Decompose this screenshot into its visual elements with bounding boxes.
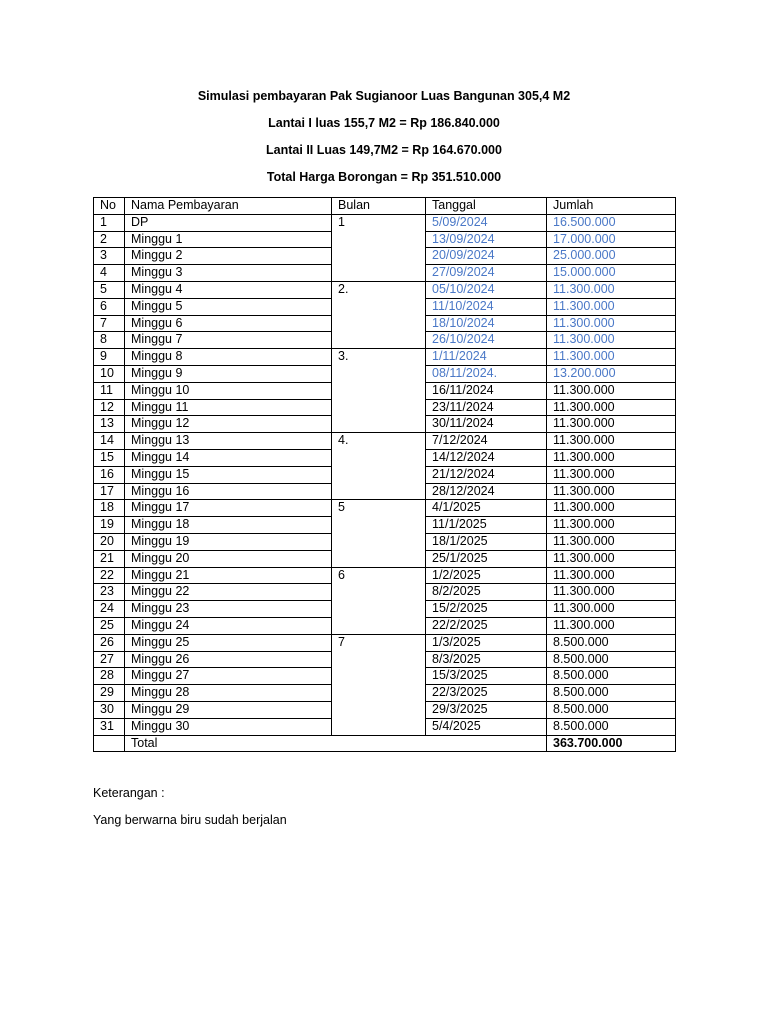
row-jumlah: 11.300.000 xyxy=(547,533,676,550)
row-jumlah: 11.300.000 xyxy=(547,617,676,634)
row-bulan xyxy=(332,298,426,315)
row-tanggal: 08/11/2024. xyxy=(426,365,547,382)
row-nama: Minggu 24 xyxy=(125,617,332,634)
row-bulan xyxy=(332,617,426,634)
row-tanggal: 13/09/2024 xyxy=(426,231,547,248)
table-header-row xyxy=(94,198,676,215)
table-row xyxy=(94,349,676,366)
row-bulan xyxy=(332,449,426,466)
row-jumlah: 11.300.000 xyxy=(547,281,676,298)
row-no: 19 xyxy=(94,517,125,534)
row-jumlah: 8.500.000 xyxy=(547,668,676,685)
row-no: 22 xyxy=(94,567,125,584)
notes-heading: Keterangan : xyxy=(93,786,165,800)
row-jumlah: 15.000.000 xyxy=(547,265,676,282)
row-nama: Minggu 22 xyxy=(125,584,332,601)
row-nama: DP xyxy=(125,214,332,231)
row-bulan xyxy=(332,550,426,567)
row-jumlah: 8.500.000 xyxy=(547,685,676,702)
row-jumlah: 8.500.000 xyxy=(547,701,676,718)
row-jumlah: 25.000.000 xyxy=(547,248,676,265)
row-tanggal: 22/2/2025 xyxy=(426,617,547,634)
row-jumlah: 16.500.000 xyxy=(547,214,676,231)
row-no: 6 xyxy=(94,298,125,315)
row-jumlah: 11.300.000 xyxy=(547,466,676,483)
total-no-cell xyxy=(94,735,125,752)
row-nama: Minggu 28 xyxy=(125,685,332,702)
row-jumlah: 11.300.000 xyxy=(547,382,676,399)
table-row xyxy=(94,298,676,315)
table-row xyxy=(94,651,676,668)
row-no: 14 xyxy=(94,433,125,450)
row-tanggal: 8/2/2025 xyxy=(426,584,547,601)
row-bulan xyxy=(332,416,426,433)
row-no: 5 xyxy=(94,281,125,298)
row-jumlah: 11.300.000 xyxy=(547,550,676,567)
notes-text: Yang berwarna biru sudah berjalan xyxy=(93,813,287,827)
row-tanggal: 7/12/2024 xyxy=(426,433,547,450)
row-no: 7 xyxy=(94,315,125,332)
row-no: 18 xyxy=(94,500,125,517)
row-nama: Minggu 3 xyxy=(125,265,332,282)
row-nama: Minggu 30 xyxy=(125,718,332,735)
table-body xyxy=(94,214,676,735)
table-row xyxy=(94,281,676,298)
row-tanggal: 1/3/2025 xyxy=(426,634,547,651)
row-bulan: 6 xyxy=(332,567,426,584)
table-row xyxy=(94,685,676,702)
table-row xyxy=(94,332,676,349)
row-nama: Minggu 17 xyxy=(125,500,332,517)
row-jumlah: 17.000.000 xyxy=(547,231,676,248)
row-nama: Minggu 5 xyxy=(125,298,332,315)
row-tanggal: 15/3/2025 xyxy=(426,668,547,685)
row-jumlah: 8.500.000 xyxy=(547,718,676,735)
title-floor-2: Lantai II Luas 149,7M2 = Rp 164.670.000 xyxy=(266,143,502,157)
row-tanggal: 23/11/2024 xyxy=(426,399,547,416)
row-tanggal: 4/1/2025 xyxy=(426,500,547,517)
row-tanggal: 21/12/2024 xyxy=(426,466,547,483)
header-jumlah: Jumlah xyxy=(547,198,676,215)
table-row xyxy=(94,668,676,685)
table-row xyxy=(94,567,676,584)
row-no: 29 xyxy=(94,685,125,702)
table-row xyxy=(94,365,676,382)
row-bulan xyxy=(332,685,426,702)
row-nama: Minggu 18 xyxy=(125,517,332,534)
table-row xyxy=(94,483,676,500)
row-jumlah: 11.300.000 xyxy=(547,449,676,466)
row-tanggal: 30/11/2024 xyxy=(426,416,547,433)
row-jumlah: 11.300.000 xyxy=(547,399,676,416)
row-bulan xyxy=(332,248,426,265)
row-bulan: 7 xyxy=(332,634,426,651)
row-jumlah: 11.300.000 xyxy=(547,517,676,534)
row-jumlah: 11.300.000 xyxy=(547,500,676,517)
row-jumlah: 8.500.000 xyxy=(547,651,676,668)
table-row xyxy=(94,248,676,265)
row-jumlah: 8.500.000 xyxy=(547,634,676,651)
table-row xyxy=(94,231,676,248)
row-bulan: 3. xyxy=(332,349,426,366)
table-row xyxy=(94,634,676,651)
table-row xyxy=(94,550,676,567)
row-jumlah: 11.300.000 xyxy=(547,483,676,500)
row-no: 17 xyxy=(94,483,125,500)
row-nama: Minggu 2 xyxy=(125,248,332,265)
row-no: 3 xyxy=(94,248,125,265)
table-row xyxy=(94,617,676,634)
total-label: Total xyxy=(125,735,332,752)
row-jumlah: 11.300.000 xyxy=(547,315,676,332)
row-nama: Minggu 11 xyxy=(125,399,332,416)
row-tanggal: 22/3/2025 xyxy=(426,685,547,702)
row-no: 30 xyxy=(94,701,125,718)
table-row xyxy=(94,517,676,534)
row-bulan xyxy=(332,265,426,282)
row-bulan xyxy=(332,382,426,399)
row-nama: Minggu 20 xyxy=(125,550,332,567)
row-tanggal: 18/10/2024 xyxy=(426,315,547,332)
total-value: 363.700.000 xyxy=(547,735,676,752)
row-jumlah: 11.300.000 xyxy=(547,601,676,618)
row-no: 24 xyxy=(94,601,125,618)
row-no: 20 xyxy=(94,533,125,550)
row-bulan xyxy=(332,517,426,534)
table-row xyxy=(94,584,676,601)
row-tanggal: 8/3/2025 xyxy=(426,651,547,668)
row-no: 12 xyxy=(94,399,125,416)
row-bulan xyxy=(332,399,426,416)
row-nama: Minggu 13 xyxy=(125,433,332,450)
row-nama: Minggu 23 xyxy=(125,601,332,618)
row-bulan xyxy=(332,533,426,550)
table-row xyxy=(94,214,676,231)
row-bulan xyxy=(332,466,426,483)
row-nama: Minggu 4 xyxy=(125,281,332,298)
table-row xyxy=(94,533,676,550)
header-tanggal: Tanggal xyxy=(426,198,547,215)
title-total-price: Total Harga Borongan = Rp 351.510.000 xyxy=(266,170,502,184)
row-nama: Minggu 14 xyxy=(125,449,332,466)
title-main: Simulasi pembayaran Pak Sugianoor Luas Bangunan 305,4 M2 xyxy=(197,89,571,103)
row-nama: Minggu 29 xyxy=(125,701,332,718)
row-jumlah: 11.300.000 xyxy=(547,416,676,433)
row-tanggal: 27/09/2024 xyxy=(426,265,547,282)
row-bulan xyxy=(332,668,426,685)
total-row xyxy=(94,735,676,752)
row-jumlah: 13.200.000 xyxy=(547,365,676,382)
payment-table xyxy=(93,197,676,752)
table-row xyxy=(94,718,676,735)
row-jumlah: 11.300.000 xyxy=(547,332,676,349)
row-no: 21 xyxy=(94,550,125,567)
row-tanggal: 1/11/2024 xyxy=(426,349,547,366)
row-nama: Minggu 15 xyxy=(125,466,332,483)
row-tanggal: 05/10/2024 xyxy=(426,281,547,298)
row-bulan xyxy=(332,601,426,618)
row-tanggal: 18/1/2025 xyxy=(426,533,547,550)
row-no: 31 xyxy=(94,718,125,735)
row-bulan xyxy=(332,231,426,248)
table-row xyxy=(94,416,676,433)
row-bulan xyxy=(332,483,426,500)
row-nama: Minggu 6 xyxy=(125,315,332,332)
table-row xyxy=(94,382,676,399)
row-no: 9 xyxy=(94,349,125,366)
row-nama: Minggu 19 xyxy=(125,533,332,550)
row-jumlah: 11.300.000 xyxy=(547,349,676,366)
header-nama: Nama Pembayaran xyxy=(125,198,332,215)
row-nama: Minggu 12 xyxy=(125,416,332,433)
row-jumlah: 11.300.000 xyxy=(547,567,676,584)
row-no: 26 xyxy=(94,634,125,651)
row-tanggal: 15/2/2025 xyxy=(426,601,547,618)
row-tanggal: 26/10/2024 xyxy=(426,332,547,349)
table-row xyxy=(94,265,676,282)
row-nama: Minggu 16 xyxy=(125,483,332,500)
table-row xyxy=(94,399,676,416)
row-nama: Minggu 10 xyxy=(125,382,332,399)
row-tanggal: 11/1/2025 xyxy=(426,517,547,534)
row-jumlah: 11.300.000 xyxy=(547,433,676,450)
row-jumlah: 11.300.000 xyxy=(547,298,676,315)
row-no: 15 xyxy=(94,449,125,466)
row-nama: Minggu 21 xyxy=(125,567,332,584)
row-tanggal: 5/4/2025 xyxy=(426,718,547,735)
row-no: 27 xyxy=(94,651,125,668)
table-row xyxy=(94,315,676,332)
row-no: 4 xyxy=(94,265,125,282)
row-bulan xyxy=(332,315,426,332)
row-tanggal: 20/09/2024 xyxy=(426,248,547,265)
row-nama: Minggu 9 xyxy=(125,365,332,382)
table-row xyxy=(94,701,676,718)
header-no: No xyxy=(94,198,125,215)
row-nama: Minggu 1 xyxy=(125,231,332,248)
row-bulan xyxy=(332,584,426,601)
row-no: 8 xyxy=(94,332,125,349)
row-tanggal: 5/09/2024 xyxy=(426,214,547,231)
row-no: 1 xyxy=(94,214,125,231)
row-no: 28 xyxy=(94,668,125,685)
row-nama: Minggu 26 xyxy=(125,651,332,668)
row-no: 25 xyxy=(94,617,125,634)
row-bulan xyxy=(332,718,426,735)
row-nama: Minggu 8 xyxy=(125,349,332,366)
total-empty-bulan xyxy=(332,735,426,752)
row-nama: Minggu 27 xyxy=(125,668,332,685)
row-bulan xyxy=(332,365,426,382)
header-bulan: Bulan xyxy=(332,198,426,215)
table-row xyxy=(94,449,676,466)
row-tanggal: 25/1/2025 xyxy=(426,550,547,567)
row-no: 11 xyxy=(94,382,125,399)
table-row xyxy=(94,500,676,517)
table-row xyxy=(94,466,676,483)
row-no: 10 xyxy=(94,365,125,382)
row-bulan: 2. xyxy=(332,281,426,298)
row-tanggal: 28/12/2024 xyxy=(426,483,547,500)
row-no: 16 xyxy=(94,466,125,483)
row-bulan: 1 xyxy=(332,214,426,231)
table-row xyxy=(94,433,676,450)
row-nama: Minggu 7 xyxy=(125,332,332,349)
row-jumlah: 11.300.000 xyxy=(547,584,676,601)
row-bulan xyxy=(332,701,426,718)
row-bulan: 4. xyxy=(332,433,426,450)
row-tanggal: 1/2/2025 xyxy=(426,567,547,584)
row-no: 2 xyxy=(94,231,125,248)
row-no: 13 xyxy=(94,416,125,433)
table-row xyxy=(94,601,676,618)
row-bulan xyxy=(332,651,426,668)
row-tanggal: 16/11/2024 xyxy=(426,382,547,399)
row-tanggal: 29/3/2025 xyxy=(426,701,547,718)
row-tanggal: 14/12/2024 xyxy=(426,449,547,466)
row-bulan xyxy=(332,332,426,349)
row-tanggal: 11/10/2024 xyxy=(426,298,547,315)
row-nama: Minggu 25 xyxy=(125,634,332,651)
total-empty-tanggal xyxy=(426,735,547,752)
row-bulan: 5 xyxy=(332,500,426,517)
row-no: 23 xyxy=(94,584,125,601)
title-floor-1: Lantai I luas 155,7 M2 = Rp 186.840.000 xyxy=(268,116,500,130)
